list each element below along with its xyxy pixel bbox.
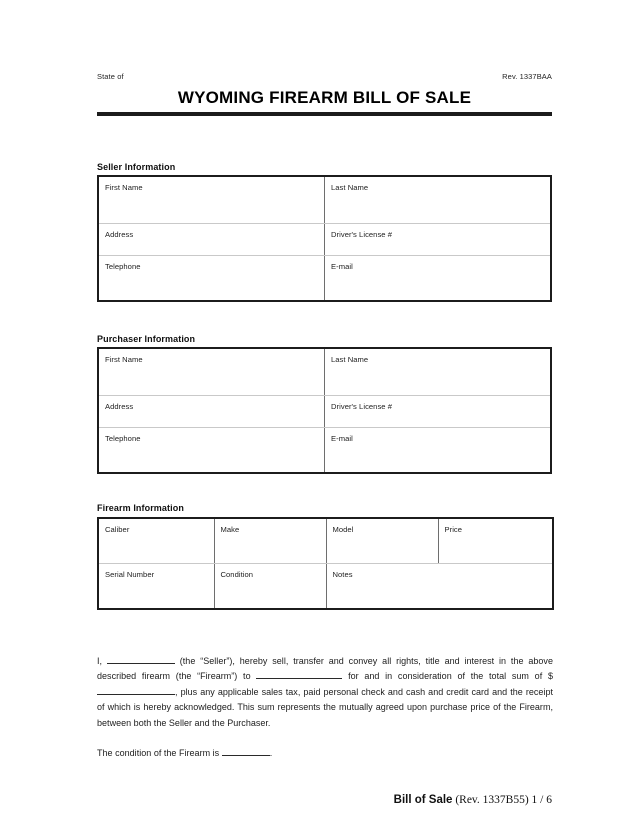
page-content: [97, 0, 552, 831]
page-footer: [97, 793, 552, 807]
firearm-condition-blank[interactable]: [222, 746, 270, 756]
field-label-seller-address[interactable]: Address: [98, 224, 325, 256]
section-heading-seller: Seller Information: [97, 162, 176, 172]
field-label-model[interactable]: Model: [326, 518, 438, 564]
section-heading-purchaser: Purchaser Information: [97, 334, 196, 344]
field-label-seller-drivers-license[interactable]: Driver's License #: [325, 224, 552, 256]
field-label-purchaser-first-name[interactable]: First Name: [98, 348, 325, 396]
field-label-caliber[interactable]: Caliber: [98, 518, 214, 564]
header-revision-code: Rev. 1337BAA: [502, 72, 552, 81]
purchaser-name-blank[interactable]: [256, 669, 342, 679]
table-row: [98, 396, 551, 428]
table-row: [98, 256, 551, 302]
field-label-serial-number[interactable]: Serial Number: [98, 564, 214, 610]
table-row: [98, 564, 553, 610]
field-label-notes[interactable]: Notes: [326, 564, 553, 610]
field-label-purchaser-email[interactable]: E-mail: [325, 428, 552, 474]
seller-name-blank[interactable]: [107, 654, 175, 664]
field-label-price[interactable]: Price: [438, 518, 553, 564]
section-heading-firearm: Firearm Information: [97, 503, 184, 513]
agreement-text-part-3: for and in consideration of the total sum of $: [348, 671, 553, 682]
purchase-amount-blank[interactable]: [97, 685, 175, 695]
field-label-condition[interactable]: Condition: [214, 564, 326, 610]
table-row: [98, 224, 551, 256]
field-label-seller-last-name[interactable]: Last Name: [325, 176, 552, 224]
field-label-make[interactable]: Make: [214, 518, 326, 564]
field-label-purchaser-address[interactable]: Address: [98, 396, 325, 428]
condition-text-part-1: The condition of the Firearm is: [97, 748, 220, 758]
agreement-paragraph: [97, 654, 553, 731]
condition-text-part-2: .: [269, 748, 273, 758]
firearm-information-table: [97, 517, 554, 610]
title-divider: [97, 112, 552, 116]
field-label-purchaser-telephone[interactable]: Telephone: [98, 428, 325, 474]
table-row: [98, 518, 553, 564]
table-row: [98, 348, 551, 396]
agreement-text-part-1: I,: [97, 656, 103, 666]
footer-document-name: Bill of Sale: [393, 794, 453, 806]
purchaser-information-table: [97, 347, 552, 474]
field-label-purchaser-drivers-license[interactable]: Driver's License #: [325, 396, 552, 428]
field-label-seller-email[interactable]: E-mail: [325, 256, 552, 302]
footer-revision: (Rev. 1337B55): [455, 794, 529, 806]
state-of-label: State of: [97, 72, 124, 81]
field-label-seller-telephone[interactable]: Telephone: [98, 256, 325, 302]
condition-paragraph: [97, 746, 553, 761]
table-row: [98, 176, 551, 224]
document-header: [97, 72, 552, 86]
field-label-purchaser-last-name[interactable]: Last Name: [325, 348, 552, 396]
seller-information-table: [97, 175, 552, 302]
table-row: [98, 428, 551, 474]
footer-page-number: 1 / 6: [531, 794, 552, 806]
page-title: WYOMING FIREARM BILL OF SALE: [177, 88, 472, 107]
agreement-text-part-4: , plus any applicable sales tax, paid personal check and cash and credit card and the receipt of which is hereby acknowledged. This sum represents the mutually agreed upon purchase price of the Firearm, between both the Seller and the Purchaser.: [97, 686, 553, 728]
field-label-seller-first-name[interactable]: First Name: [98, 176, 325, 224]
agreement-text-part-2: (the “Seller”), hereby sell, transfer and convey all rights, title and interest in the above described firearm (the “Firearm”) to: [97, 656, 553, 682]
